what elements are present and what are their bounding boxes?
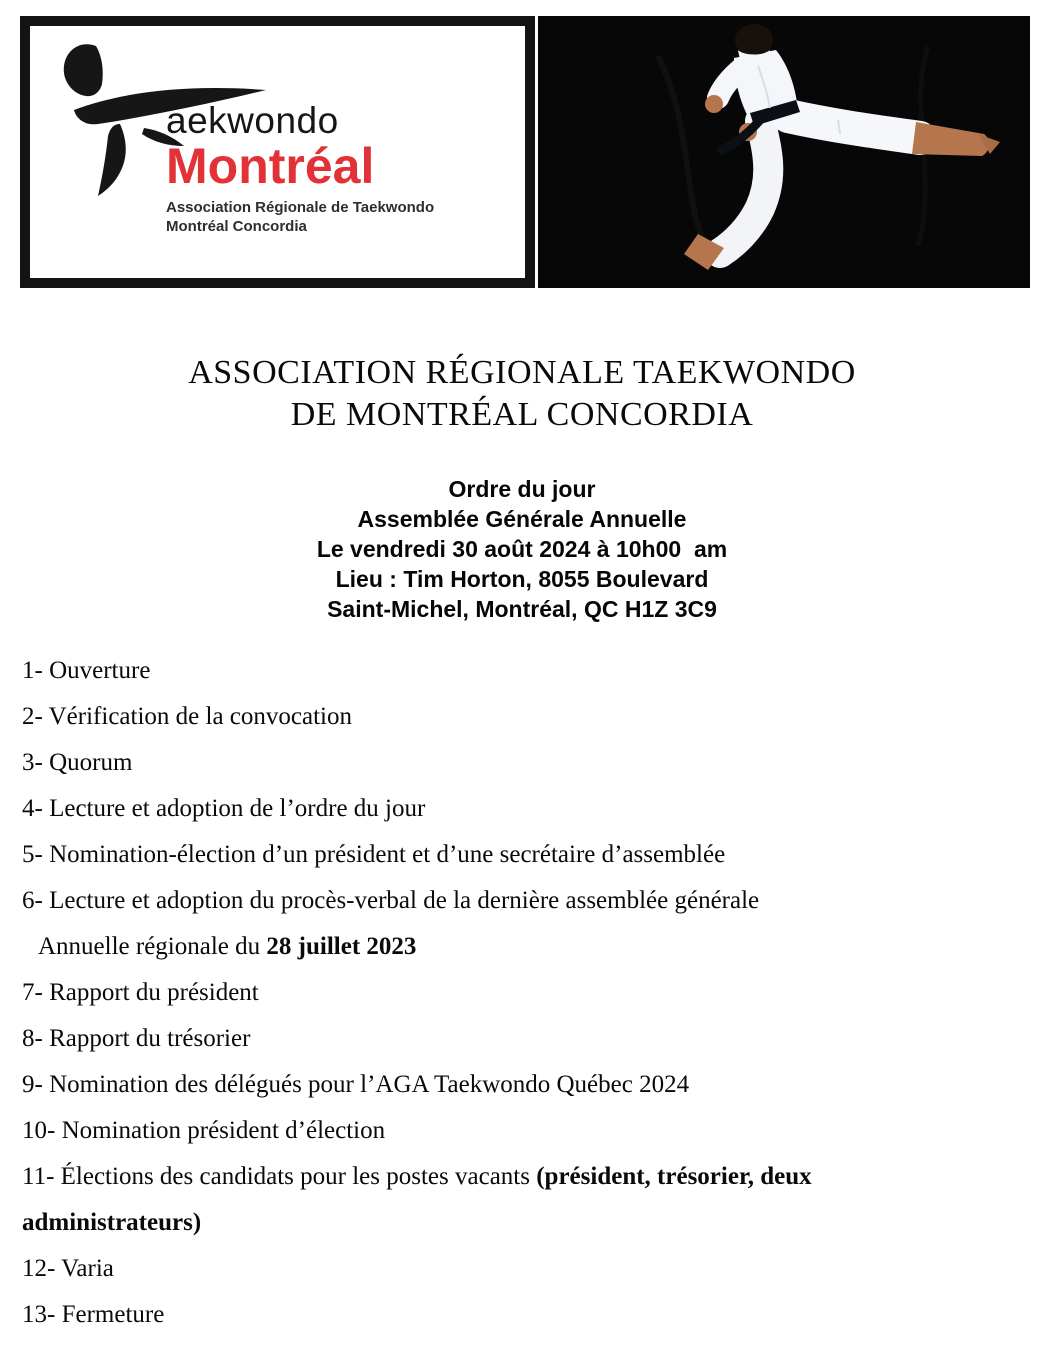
logo-word-montreal: Montréal — [166, 138, 375, 194]
meeting-info-location1: Lieu : Tim Horton, 8055 Boulevard — [335, 566, 709, 592]
meeting-info-assembly: Assemblée Générale Annuelle — [357, 506, 687, 532]
list-item — [22, 1016, 1022, 1062]
agenda-text: 13- Fermeture — [22, 1301, 165, 1328]
agenda-list — [22, 648, 1022, 1338]
meeting-info-datetime: Le vendredi 30 août 2024 à 10h00 am — [316, 536, 728, 562]
list-item-line — [22, 1246, 1022, 1292]
page-title-line2: DE MONTRÉAL CONCORDIA — [290, 396, 754, 433]
agenda-text: 2- Vérification de la convocation — [22, 703, 352, 730]
list-item — [22, 1292, 1022, 1338]
list-item-line — [22, 786, 1022, 832]
document-page — [0, 16, 1044, 1370]
list-item-line — [22, 740, 1022, 786]
list-item-line — [22, 1154, 1022, 1200]
agenda-text: 4- Lecture et adoption de l’ordre du jour — [22, 795, 426, 822]
agenda-text: Annuelle régionale du — [38, 933, 267, 960]
list-item-line — [22, 1200, 1022, 1246]
logo-word-taekwondo: aekwondo — [166, 100, 339, 141]
list-item — [22, 1246, 1022, 1292]
agenda-text: 12- Varia — [22, 1255, 114, 1282]
list-item — [22, 878, 1022, 970]
list-item — [22, 694, 1022, 740]
agenda-text: 5- Nomination-élection d’un président et d’une secrétaire d’assemblée — [22, 841, 726, 868]
list-item — [22, 786, 1022, 832]
list-item — [22, 1154, 1022, 1246]
list-item-line — [22, 1016, 1022, 1062]
logo-subtitle-line2: Montréal Concordia — [166, 218, 307, 235]
list-item — [22, 1062, 1022, 1108]
meeting-info-location2: Saint-Michel, Montréal, QC H1Z 3C9 — [327, 596, 717, 622]
agenda-text: 1- Ouverture — [22, 657, 151, 684]
list-item-line — [22, 1108, 1022, 1154]
list-item — [22, 970, 1022, 1016]
list-item — [22, 832, 1022, 878]
logo-subtitle-line1: Association Régionale de Taekwondo — [166, 199, 435, 216]
agenda-text-bold: (président, trésorier, deux — [536, 1163, 812, 1190]
header-banner — [20, 16, 1044, 288]
list-item-line — [22, 878, 1022, 924]
agenda-text: 10- Nomination président d’élection — [22, 1117, 386, 1144]
agenda-text: 9- Nomination des délégués pour l’AGA Taekwondo Québec 2024 — [22, 1071, 690, 1098]
logo-box — [20, 16, 535, 288]
meeting-info — [0, 474, 1044, 624]
list-item — [22, 648, 1022, 694]
page-title-line1: ASSOCIATION RÉGIONALE TAEKWONDO — [188, 354, 856, 391]
agenda-text: 11- Élections des candidats pour les postes vacants — [22, 1163, 537, 1190]
logo-wordmark — [166, 102, 434, 236]
athlete-illustration — [538, 16, 1030, 288]
list-item-line — [22, 1062, 1022, 1108]
list-item-line — [22, 970, 1022, 1016]
list-item-line — [22, 694, 1022, 740]
agenda-text: 6- Lecture et adoption du procès-verbal de la dernière assemblée générale — [22, 887, 760, 914]
flying-kick-athlete-photo — [538, 16, 1030, 288]
list-item-line — [22, 648, 1022, 694]
agenda-text-bold: 28 juillet 2023 — [266, 933, 417, 960]
agenda-text: 3- Quorum — [22, 749, 133, 776]
page-title — [0, 352, 1044, 436]
agenda-text: 8- Rapport du trésorier — [22, 1025, 251, 1052]
list-item-line — [22, 832, 1022, 878]
list-item — [22, 740, 1022, 786]
list-item-line — [22, 1292, 1022, 1338]
agenda-text: 7- Rapport du président — [22, 979, 259, 1006]
agenda-text-bold: administrateurs) — [22, 1209, 202, 1236]
list-item — [22, 1108, 1022, 1154]
meeting-info-heading: Ordre du jour — [448, 476, 596, 502]
list-item-line — [22, 924, 1022, 970]
